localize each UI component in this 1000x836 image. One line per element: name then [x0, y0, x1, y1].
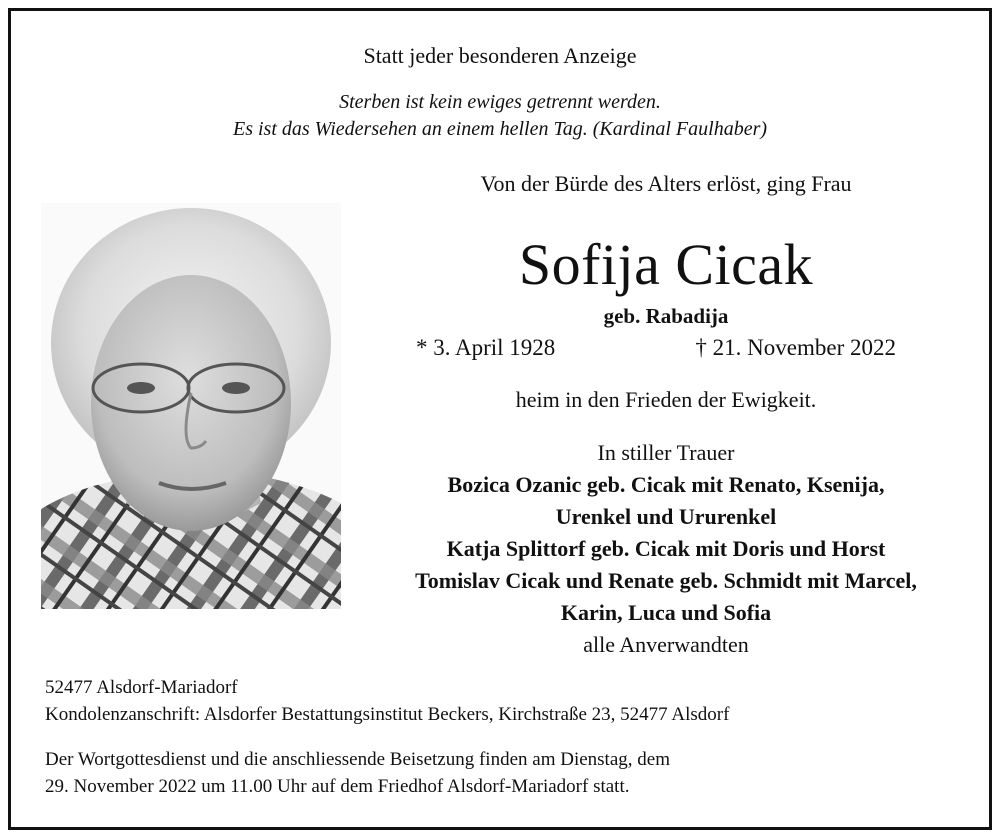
peace-text: heim in den Frieden der Ewigkeit. [515, 387, 817, 412]
mourner-line: Karin, Luca und Sofia [560, 600, 772, 625]
header-text: Statt jeder besonderen Anzeige [363, 43, 637, 68]
quote-line-1: Sterben ist kein ewiges getrennt werden. [339, 91, 661, 113]
mourner-line: Tomislav Cicak und Renate geb. Schmidt mit Marcel, [415, 568, 917, 593]
mourners-intro: In stiller Trauer [597, 440, 735, 465]
deceased-name: Sofija Cicak [518, 232, 814, 297]
mourner-line: Urenkel und Ururenkel [555, 504, 777, 529]
mourner-line: Bozica Ozanic geb. Cicak mit Renato, Ksenija, [447, 472, 885, 497]
footer-service [45, 746, 670, 800]
mourner-line: Katja Splittorf geb. Cicak mit Doris und Horst [446, 536, 886, 561]
lead-text: Von der Bürde des Alters erlöst, ging Frau [480, 171, 852, 196]
birth-name: geb. Rabadija [603, 304, 729, 328]
condolence-address: Kondolenzanschrift: Alsdorfer Bestattungsinstitut Beckers, Kirchstraße 23, 52477 Alsdorf [45, 704, 730, 725]
footer-address [45, 674, 729, 728]
portrait-photo [41, 203, 341, 609]
mourners-block [351, 437, 981, 661]
quote [11, 89, 989, 143]
service-line-1: Der Wortgottesdienst und die anschliessende Beisetzung finden am Dienstag, dem [45, 749, 670, 770]
birth-date: * 3. April 1928 [416, 335, 556, 360]
place-line: 52477 Alsdorf-Mariadorf [45, 677, 238, 698]
mourners-outro: alle Anverwandten [583, 632, 749, 657]
obituary-frame [8, 8, 992, 830]
service-line-2: 29. November 2022 um 11.00 Uhr auf dem Friedhof Alsdorf-Mariadorf statt. [45, 776, 630, 797]
quote-line-2: Es ist das Wiedersehen an einem hellen Tag. (Kardinal Faulhaber) [232, 118, 768, 140]
death-date: † 21. November 2022 [695, 335, 896, 360]
